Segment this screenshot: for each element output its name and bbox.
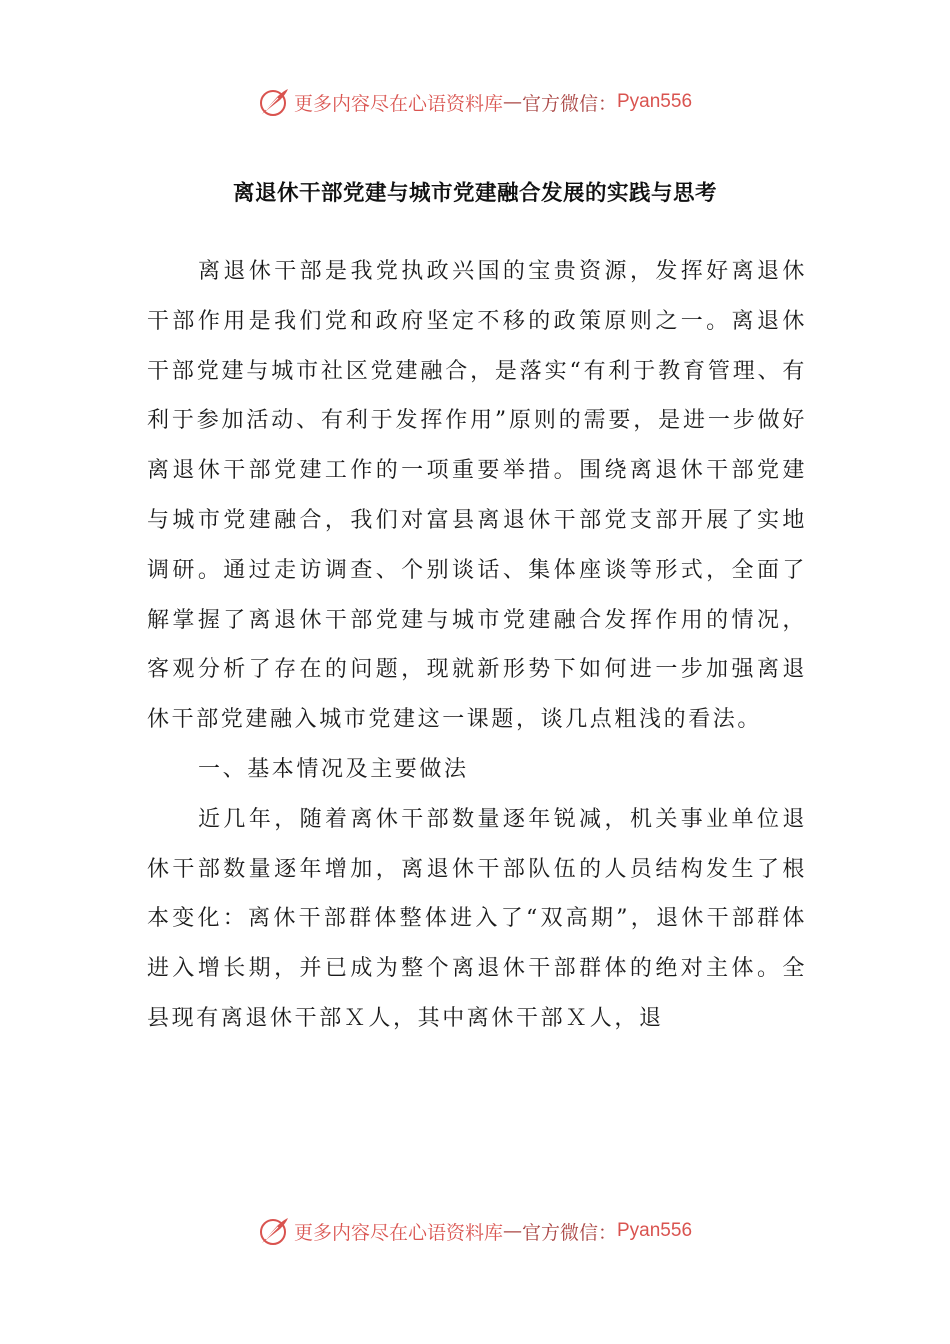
banner-dash: — bbox=[502, 1220, 522, 1242]
quill-pen-icon bbox=[258, 1215, 290, 1247]
banner-dash: — bbox=[502, 91, 522, 113]
paragraph-situation: 近几年，随着离休干部数量逐年锐减，机关事业单位退休干部数量逐年增加，离退休干部队伍的人员结构发生了根本变化：离休干部群体整体进入了“双高期”，退休干部群体进入增长期，并已成为整个离退休干部群体的绝对主体。全县现有离退休干部Ｘ人，其中离休干部Ｘ人，退 bbox=[147, 806, 807, 1031]
banner-wechat-id: Pyan556 bbox=[617, 1220, 693, 1241]
quill-pen-icon bbox=[258, 86, 290, 118]
banner-sub-text: 官方微信： bbox=[521, 1221, 617, 1244]
document-title: 离退休干部党建与城市党建融合发展的实践与思考 bbox=[232, 181, 717, 206]
footer-banner bbox=[0, 1211, 950, 1251]
section-heading: 一、基本情况及主要做法 bbox=[198, 756, 469, 782]
document-body bbox=[147, 247, 807, 1044]
header-banner bbox=[0, 82, 950, 122]
banner-main-text: 更多内容尽在心语资料库 bbox=[293, 1221, 503, 1244]
banner-main-text: 更多内容尽在心语资料库 bbox=[293, 92, 503, 115]
banner-wechat-id: Pyan556 bbox=[617, 91, 693, 112]
banner-sub-text: 官方微信： bbox=[521, 92, 617, 115]
paragraph-intro: 离退休干部是我党执政兴国的宝贵资源，发挥好离退休干部作用是我们党和政府坚定不移的政策原则之一。离退休干部党建与城市社区党建融合，是落实“有利于教育管理、有利于参加活动、有利于发挥作用”原则的需要，是进一步做好离退休干部党建工作的一项重要举措。围绕离退休干部党建与城市党建融合，我们对富县离退休干部党支部开展了实地调研。通过走访调查、个别谈话、集体座谈等形式，全面了解掌握了离退休干部党建与城市党建融合发挥作用的情况，客观分析了存在的问题，现就新形势下如何进一步加强离退休干部党建融入城市党建这一课题，谈几点粗浅的看法。 bbox=[147, 259, 807, 733]
